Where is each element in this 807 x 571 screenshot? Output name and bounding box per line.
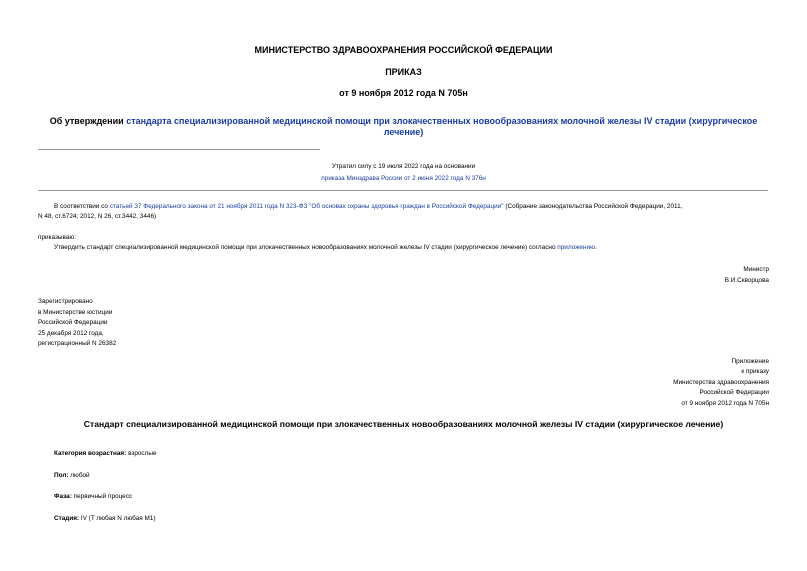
notice-link[interactable]: приказа Минздрава России от 2 июня 2022 года N 376н xyxy=(321,175,486,182)
appendix-link[interactable]: приложению xyxy=(557,244,595,251)
preamble-rest: (Собрание законодательства Российской Федерации, 2011, xyxy=(503,203,683,210)
appendix-line: от 9 ноября 2012 года N 705н xyxy=(681,399,769,407)
registration-line: в Министерстве юстиции xyxy=(38,308,113,316)
prikazyvayu: приказываю: xyxy=(38,234,76,241)
approve-end: . xyxy=(594,244,597,251)
order-title xyxy=(0,116,807,138)
field-value: первичный процесс xyxy=(71,493,133,500)
field-label: Категория возрастная: xyxy=(54,450,127,457)
ministry-heading: МИНИСТЕРСТВО ЗДРАВООХРАНЕНИЯ РОССИЙСКОЙ ФЕДЕРАЦИИ xyxy=(254,45,553,55)
appendix-line: к приказу xyxy=(741,368,769,376)
title-link[interactable]: стандарта специализированной медицинской помощи при злокачественных новообразованиях молочной железы IV стадии (хирургическое xyxy=(126,116,758,126)
notice-line: Утратил силу с 19 июля 2022 года на основании xyxy=(331,163,476,170)
registration-line: 25 декабря 2012 года, xyxy=(38,329,104,337)
field-label: Стадия: xyxy=(54,515,80,522)
registration-block xyxy=(38,297,116,350)
field-phase xyxy=(54,493,132,500)
preamble-line-2: N 48, ст.6724; 2012, N 26, ст.3442, 3446) xyxy=(38,213,157,220)
preamble-start: В соответствии со xyxy=(54,203,110,210)
field-label: Фаза: xyxy=(54,493,72,500)
field-label: Пол: xyxy=(54,472,69,479)
notice-divider xyxy=(38,190,768,191)
field-age-category xyxy=(54,450,157,457)
registration-line: Зарегистрировано xyxy=(38,298,93,305)
appendix-line: Российской Федерации xyxy=(699,389,769,397)
appendix-block xyxy=(673,357,769,409)
preamble-line-1 xyxy=(54,203,682,210)
doc-type-heading: ПРИКАЗ xyxy=(385,67,422,77)
registration-line: Российской Федерации xyxy=(38,319,108,326)
notice-link-row xyxy=(0,175,807,182)
field-value: взрослые xyxy=(126,450,157,457)
appendix-line: Министерства здравоохранения xyxy=(673,378,769,386)
federal-law-title-link[interactable]: "Об основах охраны здоровья граждан в Российской Федерации" xyxy=(309,203,504,210)
federal-law-article-link[interactable]: статьей 37 Федерального закона от 21 ноября 2011 года N 323-ФЗ xyxy=(109,203,308,210)
appendix-line: Приложение xyxy=(731,358,769,365)
title-prefix: Об утверждении xyxy=(49,116,127,126)
signature-name: В.И.Скворцова xyxy=(724,277,769,284)
approve-paragraph xyxy=(54,244,597,251)
field-value: IV (T любая N любая M1) xyxy=(79,515,156,522)
field-sex xyxy=(54,472,90,479)
title-link-cont[interactable]: лечение) xyxy=(383,127,424,137)
signature-role: Министр xyxy=(743,266,769,273)
standard-title: Стандарт специализированной медицинской помощи при злокачественных новообразованиях молочной железы IV стадии (хирургическое лечение) xyxy=(83,419,724,429)
doc-date-number: от 9 ноября 2012 года N 705н xyxy=(339,88,468,98)
approve-text: Утвердить стандарт специализированной медицинской помощи при злокачественных новообразованиях молочной железы IV стадии (хирургическое лечение) согласно xyxy=(54,244,558,251)
registration-line: регистрационный N 26382 xyxy=(38,340,117,347)
title-divider xyxy=(38,149,320,150)
field-stage xyxy=(54,515,156,522)
field-value: любой xyxy=(68,472,90,479)
